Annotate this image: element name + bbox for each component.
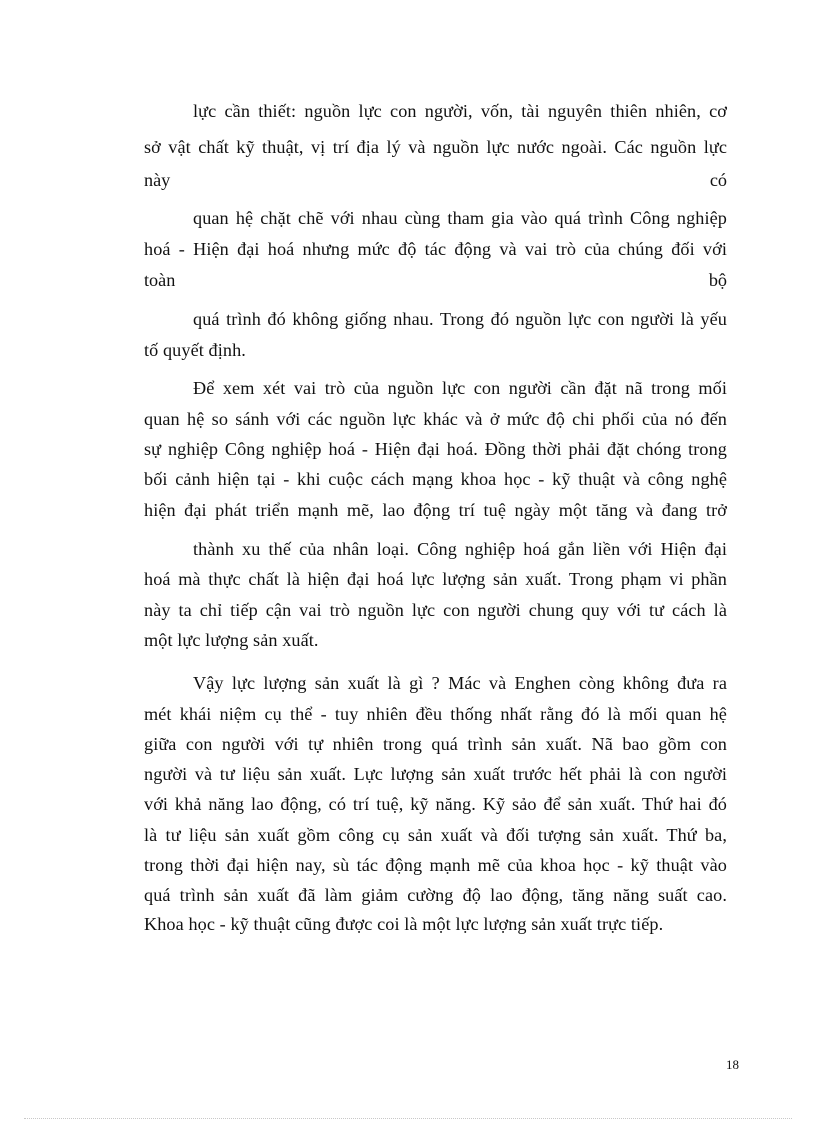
text-line: sự nghiệp Công nghiệp hoá - Hiện đại hoá. Đồng thời phải đặt chóng trong <box>144 439 727 459</box>
text-line: với khả năng lao động, có trí tuệ, kỹ năng. Kỹ sảo để sản xuất. Thứ hai đó <box>144 794 727 814</box>
text-line: quá trình sản xuất đã làm giảm cường độ lao động, tăng năng suất cao. <box>144 885 727 905</box>
page-number: 18 <box>726 1057 739 1072</box>
text-line: này ta chỉ tiếp cận vai trò nguồn lực con người chung quy với tư cách là <box>144 600 727 620</box>
text-line: Vậy lực lượng sản xuất là gì ? Mác và Enghen còng không đưa ra <box>193 673 727 693</box>
text-line: Khoa học - kỹ thuật cũng được coi là một lực lượng sản xuất trực tiếp. <box>144 914 664 934</box>
text-line: Để xem xét vai trò của nguồn lực con người cần đặt nã trong mối <box>193 378 727 398</box>
text-line: người và tư liệu sản xuất. Lực lượng sản xuất trước hết phải là con người <box>144 764 727 784</box>
split-right-word: bộ <box>708 270 727 290</box>
text-line: mét khái niệm cụ thể - tuy nhiên đều thống nhất rằng đó là mối quan hệ <box>144 704 727 724</box>
text-line: giữa con người với tự nhiên trong quá trình sản xuất. Nã bao gồm con <box>144 734 727 754</box>
text-line: sở vật chất kỹ thuật, vị trí địa lý và nguồn lực nước ngoài. Các nguồn lực <box>144 137 727 157</box>
text-line: trong thời đại hiện nay, sù tác động mạnh mẽ của khoa học - kỹ thuật vào <box>144 855 727 875</box>
footer-divider <box>24 1118 792 1119</box>
split-left-word: toàn <box>144 270 176 290</box>
text-line-split <box>144 168 727 192</box>
text-line: một lực lượng sản xuất. <box>144 630 319 650</box>
text-line: tố quyết định. <box>144 340 246 360</box>
split-left-word: này <box>144 170 171 190</box>
text-line: bối cảnh hiện tại - khi cuộc cách mạng khoa học - kỹ thuật và công nghệ <box>144 469 727 489</box>
text-line: thành xu thế của nhân loại. Công nghiệp hoá gắn liền với Hiện đại <box>193 539 727 559</box>
text-line-split <box>144 268 727 292</box>
text-line: quá trình đó không giống nhau. Trong đó nguồn lực con người là yếu <box>193 309 727 329</box>
text-line: quan hệ so sánh với các nguồn lực khác và ở mức độ chi phối của nó đến <box>144 409 727 429</box>
split-right-word: có <box>709 170 727 190</box>
text-line: hoá - Hiện đại hoá nhưng mức độ tác động và vai trò của chúng đối với <box>144 239 727 259</box>
text-line: hoá mà thực chất là hiện đại hoá lực lượng sản xuất. Trong phạm vi phần <box>144 569 727 589</box>
text-line: là tư liệu sản xuất gồm công cụ sản xuất và đối tượng sản xuất. Thứ ba, <box>144 825 727 845</box>
text-line: hiện đại phát triển mạnh mẽ, lao động trí tuệ ngày một tăng và đang trở <box>144 500 727 520</box>
text-line: quan hệ chặt chẽ với nhau cùng tham gia vào quá trình Công nghiệp <box>193 208 727 228</box>
text-line: lực cần thiết: nguồn lực con người, vốn, tài nguyên thiên nhiên, cơ <box>193 101 727 121</box>
